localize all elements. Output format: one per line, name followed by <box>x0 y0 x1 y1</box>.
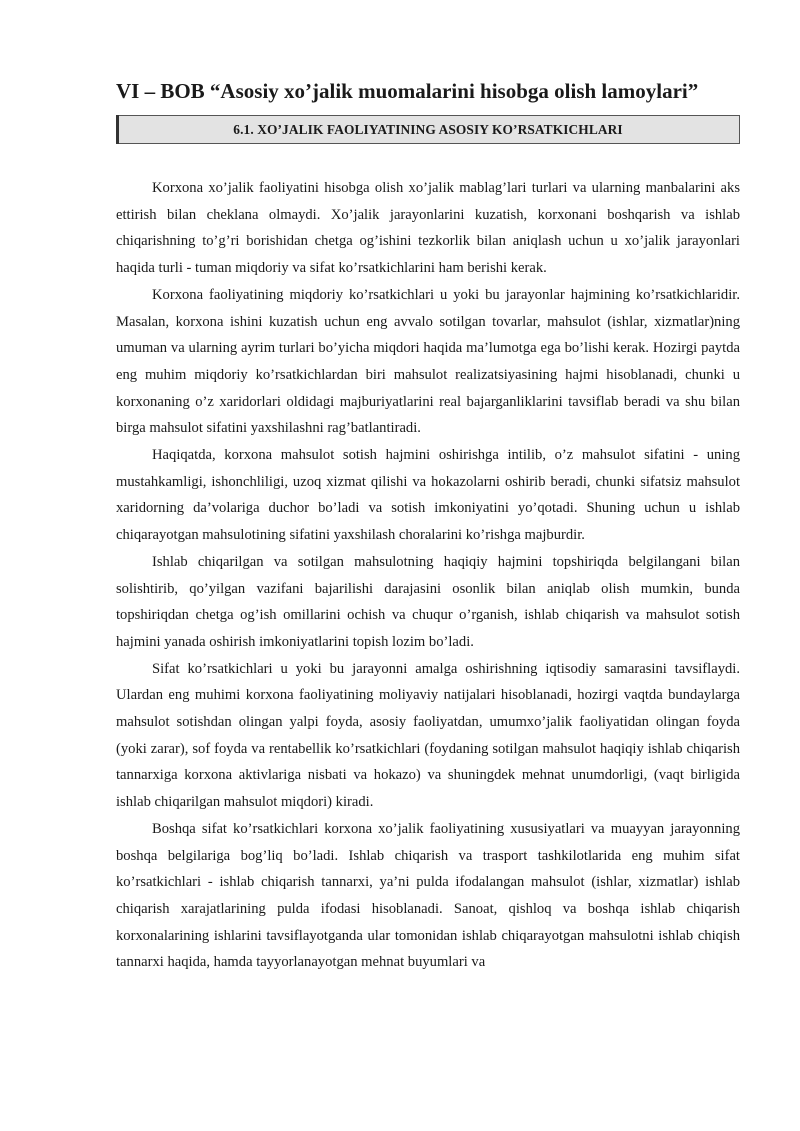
section-heading-box <box>116 115 740 144</box>
paragraph: Ishlab chiqarilgan va sotilgan mahsulotning haqiqiy hajmini topshiriqda belgilangani bilan solishtirib, qo’yilgan vazifani bajarilishi darajasini osonlik bilan aniqlab olish mumkin, bunda topshiriqdan chetga og’ish omillarini ochish va chuqur o’rganish, ishlab chiqarish va mahsulot sotish hajmini yanada oshirish imkoniyatlarini topish lozim bo’ladi. <box>116 553 740 650</box>
paragraph: Korxona xo’jalik faoliyatini hisobga olish xo’jalik mablag’lari turlari va ularning manbalarini aks ettirish bilan cheklana olmaydi. Xo’jalik jarayonlarini kuzatish, korxonani boshqarish va ishlab chiqarishning to’g’ri borishidan chetga og’ishini tezkorlik bilan aniqlash uchun u xo’jalik jarayonlari haqida turli - tuman miqdoriy va sifat ko’rsatkichlarini ham berishi kerak. <box>116 180 740 277</box>
paragraph: Haqiqatda, korxona mahsulot sotish hajmini oshirishga intilib, o’z mahsulot sifatini - uning mustahkamligi, ishonchliligi, uzoq xizmat qilishi va hokazolarni oshirib beradi, chunki sifatsiz mahsulot xaridorning da’volariga duchor bo’ladi va sotish imkoniyatini yo’qotadi. Shuning uchun u ishlab chiqarayotgan mahsulotining sifatini yaxshilash choralarini ko’rishga majburdir. <box>116 447 740 544</box>
paragraph: Sifat ko’rsatkichlari u yoki bu jarayonni amalga oshirishning iqtisodiy samarasini tavsiflaydi. Ulardan eng muhimi korxona faoliyatining moliyaviy natijalari hisoblanadi, hozirgi vaqtda bundaylarga mahsulot sotishdan olingan yalpi foyda, asosiy faoliyatdan, umumxo’jalik faoliyatidan olingan foyda (yoki zarar), sof foyda va rentabellik ko’rsatkichlari (foydaning sotilgan mahsulot haqiqiy ishlab chiqarish tannarxiga korxona aktivlariga nisbati va hokazo) va shuningdek mehnat unumdorligi, (vaqt birligida ishlab chiqarilgan mahsulot miqdori) kiradi. <box>116 660 740 811</box>
chapter-title: VI – BOB “Asosiy xo’jalik muomalarini hisobga olish lamoylari” <box>116 79 699 103</box>
body-text <box>116 175 740 976</box>
paragraph: Boshqa sifat ko’rsatkichlari korxona xo’jalik faoliyatining xususiyatlari va muayyan jarayonning boshqa belgilariga bog’liq bo’ladi. Ishlab chiqarish va trasport tashkilotlarida eng muhim sifat ko’rsatkichlari - ishlab chiqarish tannarxi, ya’ni pulda ifodalangan mahsulot (ishlar, xizmatlar) ishlab chiqarish xarajatlarining pulda ifodasi hisoblanadi. Sanoat, qishloq va boshqa ishlab chiqarish korxonalarining ishlarini tavsiflayotganda ular tomonidan ishlab chiqarayotgan mahsulotni ishlab chiqish tannarxi haqida, hamda tayyorlanayotgan mehnat buyumlari va <box>116 820 740 971</box>
section-title: 6.1. XO’JALIK FAOLIYATINING ASOSIY KO’RSATKICHLARI <box>233 122 623 137</box>
paragraph: Korxona faoliyatining miqdoriy ko’rsatkichlari u yoki bu jarayonlar hajmining ko’rsatkichlaridir. Masalan, korxona ishini kuzatish uchun eng avvalo sotilgan tovarlar, mahsulot (ishlar, xizmatlar)ning umuman va ularning ayrim turlari bo’yicha miqdori haqida ma’lumotga ega bo’lishi kerak. Hozirgi paytda eng muhim miqdoriy ko’rsatkichlardan biri mahsulot realizatsiyasining hajmi hisoblanadi, chunki u korxonaning o’z xaridorlari oldidagi majburiyatlarini real bajarganliklarini tavsiflab beradi va shu bilan birga mahsulot sifatini yaxshilashni rag’batlantiradi. <box>116 286 740 437</box>
